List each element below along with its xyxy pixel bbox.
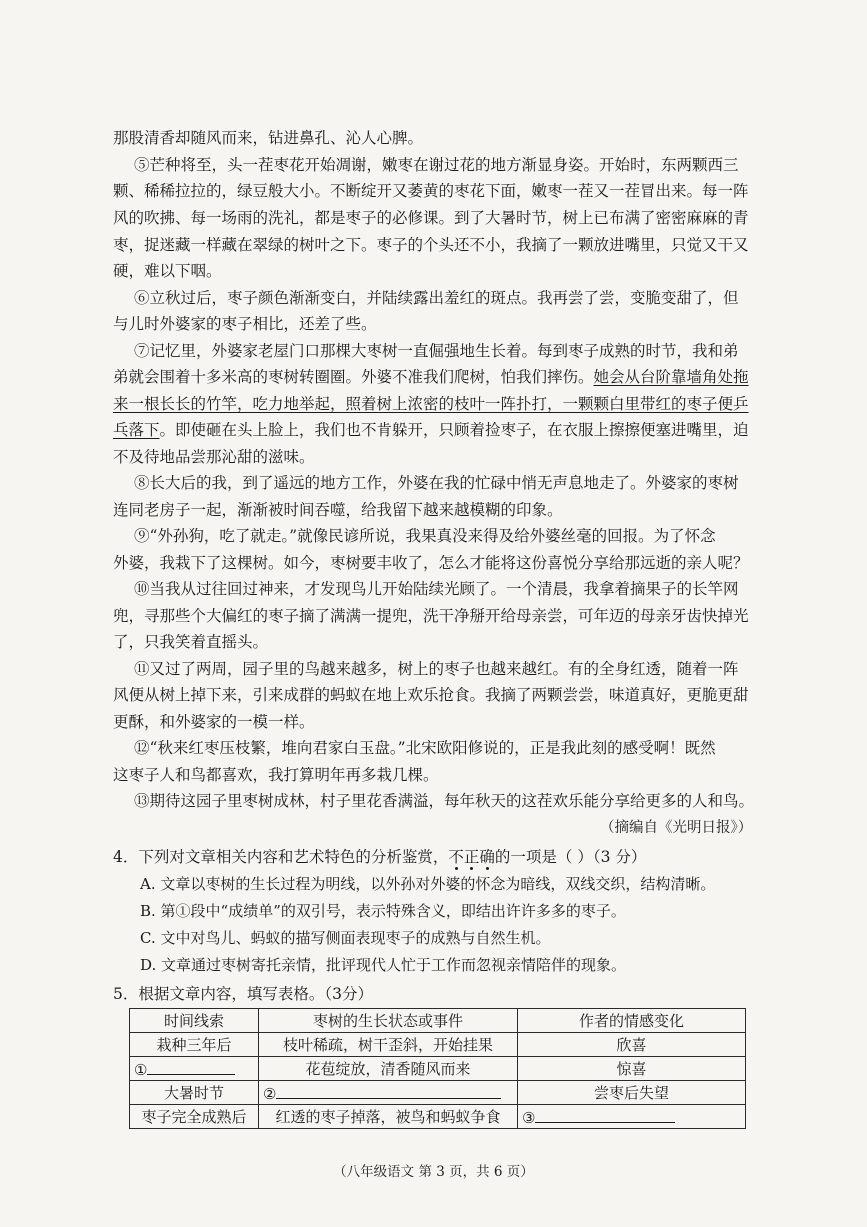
table-row [130,1105,746,1129]
passage-line: ⑬期待这园子里枣树成林，村子里花香满溢，每年秋天的这茬欢乐能分享给更多的人和鸟。 [134,792,755,810]
blank-marker: ② [263,1084,277,1103]
passage-line: 与儿时外婆家的枣子相比，还差了些。 [113,315,377,333]
passage-line: 那股清香却随风而来，钻进鼻孔、沁人心脾。 [113,129,424,147]
passage-line: 硬，难以下咽。 [113,262,222,280]
q4-option-b: B. 第①段中“成绩单”的双引号，表示特殊含义，即结出许许多多的枣子。 [140,902,626,920]
table-cell: 红透的枣子掉落，被鸟和蚂蚁争食 [259,1105,518,1129]
passage-line: ⑨“外孙狗，吃了就走。”就像民谚所说，我果真没来得及给外婆丝毫的回报。为了怀念 [134,527,716,545]
emphasis-char: 确 [479,848,495,866]
table-header: 枣树的生长状态或事件 [259,1009,518,1033]
q4-stem-pre: 4．下列对文章相关内容和艺术特色的分析鉴赏， [113,848,449,866]
table-cell: 枝叶稀疏，树干歪斜，开始挂果 [259,1033,518,1057]
underlined-sentence: 来一根长长的竹竿，吃力地举起，照着树上浓密的枝叶一阵扑打，一颗颗白里带红的枣子便乒 [113,395,749,413]
table-header-row [130,1009,746,1033]
passage-line: ⑩当我从过往回过神来，才发现鸟儿开始陆续光顾了。一个清晨，我拿着摘果子的长竿网 [134,580,739,598]
emphasis-char: 正 [463,848,480,866]
table-row [130,1057,746,1081]
table-row [130,1081,746,1105]
answer-table [129,1008,746,1129]
passage-line: ⑦记忆里，外婆家老屋门口那棵大枣树一直倔强地生长着。每到枣子成熟的时节，我和弟 [134,342,739,360]
blank-line [147,1059,235,1075]
passage-line: 外婆，我栽下了这棵树。如今，枣树要丰收了，怎么才能将这份喜悦分享给那远逝的亲人呢？ [113,554,749,572]
q4-option-c: C. 文中对鸟儿、蚂蚁的描写侧面表现枣子的成熟与自然生机。 [140,929,551,947]
passage-line: 连同老房子一起，渐渐被时间吞噬，给我留下越来越模糊的印象。 [113,501,563,519]
passage-line: ⑪又过了两周，园子里的鸟越来越多，树上的枣子也越来越红。有的全身红透，随着一阵 [134,660,739,678]
passage-line: ⑥立秋过后，枣子颜色渐渐变白，并陆续露出羞红的斑点。我再尝了尝，变脆变甜了，但 [134,289,739,307]
passage-line: 风便从树上掉下来，引来成群的蚂蚁在地上欢乐抢食。我摘了两颗尝尝，味道真好，更脆更甜 [113,686,749,704]
table-cell: 栽种三年后 [130,1033,259,1057]
passage-line: 这枣子人和鸟都喜欢，我打算明年再多栽几棵。 [113,766,439,784]
passage-line: 更酥，和外婆家的一模一样。 [113,713,315,731]
table-cell: 尝枣后失望 [518,1081,746,1105]
answer-blank-2[interactable] [259,1081,518,1105]
table-cell: 大暑时节 [130,1081,259,1105]
answer-blank-1[interactable] [130,1057,259,1081]
underlined-sentence: 她会从台阶靠墙角处拖 [593,368,749,386]
passage-line: 风的吹拂、每一场雨的洗礼，都是枣子的必修课。到了大暑时节，树上已布满了密密麻麻的青 [113,209,749,227]
passage-line [113,366,749,388]
table-header: 作者的情感变化 [518,1009,746,1033]
emphasis-char: 不 [448,848,464,866]
passage-line: ⑧长大后的我，到了遥远的地方工作，外婆在我的忙碌中悄无声息地走了。外婆家的枣树 [134,474,739,492]
table-cell: 花苞绽放，清香随风而来 [259,1057,518,1081]
answer-blank-3[interactable] [518,1105,746,1129]
table-cell: 枣子完全成熟后 [130,1105,259,1129]
source-note: （摘编自《光明日报》） [600,820,753,836]
table-cell: 欣喜 [518,1033,746,1057]
q4-option-d: D. 文章通过枣树寄托亲情，批评现代人忙于工作而忽视亲情陪伴的现象。 [140,956,627,974]
question-5-stem: 5．根据文章内容，填写表格。（3分） [113,985,373,1003]
passage-line: 不及待地品尝那沁甜的滋味。 [113,448,315,466]
passage-text: 。即使砸在头上脸上，我们也不肯躲开，只顾着捡枣子，在衣服上擦擦便塞进嘴里，迫 [159,421,749,439]
blank-line [535,1107,675,1123]
q4-option-a: A. 文章以枣树的生长过程为明线，以外孙对外婆的怀念为暗线，双线交织，结构清晰。 [140,875,716,893]
passage-line [113,419,749,441]
q4-emphasis [448,848,495,866]
passage-text: 弟就会围着十多米高的枣树转圈圈。外婆不准我们爬树，怕我们摔伤。 [113,368,594,386]
blank-line [276,1083,501,1099]
page-footer: （八年级语文 第 3 页，共 6 页） [333,1164,534,1180]
passage-line: ⑤芒种将至，头一茬枣花开始凋谢，嫩枣在谢过花的地方渐显身姿。开始时，东两颗西三 [134,156,739,174]
blank-marker: ③ [522,1108,536,1127]
table-cell: 惊喜 [518,1057,746,1081]
passage-line: 了，只我笑着直摇头。 [113,633,269,651]
table-header: 时间线索 [130,1009,259,1033]
passage-line: 枣，捉迷藏一样藏在翠绿的树叶之下。枣子的个头还不小，我摘了一颗放进嘴里，只觉又干又 [113,236,749,254]
underlined-sentence: 乓落下 [113,421,160,439]
table-row [130,1033,746,1057]
passage-line: 颗、稀稀拉拉的，绿豆般大小。不断绽开又萎黄的枣花下面，嫩枣一茬又一茬冒出来。每一阵 [113,182,749,200]
question-4-stem [113,846,646,868]
passage-line: 兜，寻那些个大偏红的枣子摘了满满一提兜，洗干净掰开给母亲尝，可年迈的母亲牙齿快掉光 [113,607,749,625]
passage-line: ⑫“秋来红枣压枝繁，堆向君家白玉盘。”北宋欧阳修说的，正是我此刻的感受啊！既然 [134,739,716,757]
blank-marker: ① [134,1060,148,1079]
q4-stem-post: 的一项是（ ）（3 分） [494,848,647,866]
